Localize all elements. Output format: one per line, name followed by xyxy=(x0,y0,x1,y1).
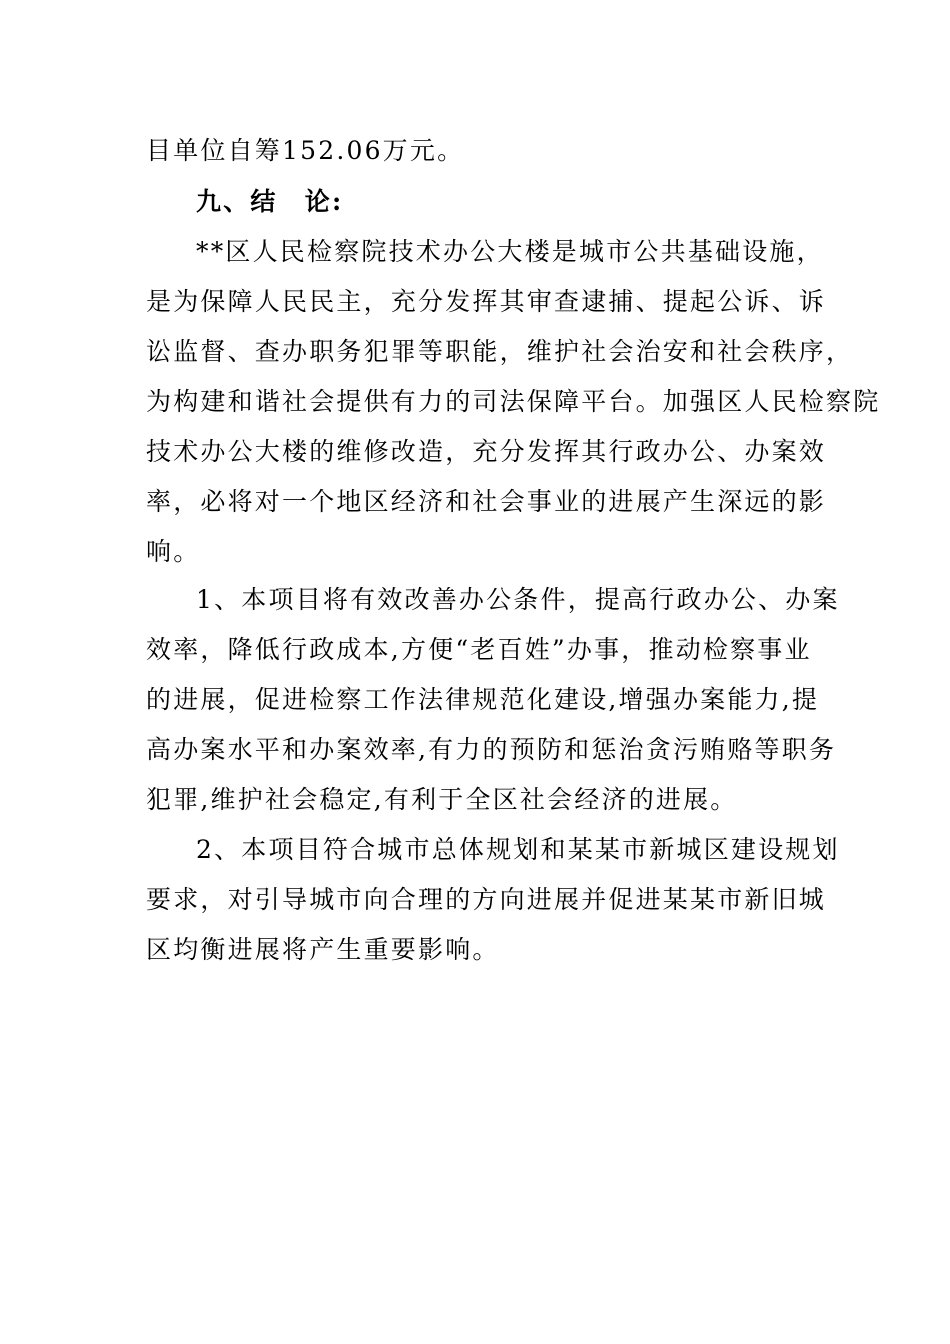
paragraph-line: 区均衡进展将产生重要影响。 xyxy=(146,935,500,964)
paragraph-line: 技术办公大楼的维修改造，充分发挥其行政办公、办案效 xyxy=(146,437,827,466)
carryover-line: 目单位自筹152.06万元。 xyxy=(146,136,465,165)
paragraph-line: **区人民检察院技术办公大楼是城市公共基础设施， xyxy=(196,237,824,266)
paragraph-line: 的进展，促进检察工作法律规范化建设,增强办案能力,提 xyxy=(146,685,820,714)
paragraph-line: 要求，对引导城市向合理的方向进展并促进某某市新旧城 xyxy=(146,885,827,914)
paragraph-line: 是为保障人民民主，充分发挥其审查逮捕、提起公诉、诉 xyxy=(146,287,827,316)
paragraph-line: 讼监督、查办职务犯罪等职能，维护社会治安和社会秩序， xyxy=(146,337,854,366)
paragraph-line: 率，必将对一个地区经济和社会事业的进展产生深远的影 xyxy=(146,487,827,516)
paragraph-line: 犯罪,维护社会稳定,有利于全区社会经济的进展。 xyxy=(146,785,738,814)
paragraph-line: 为构建和谐社会提供有力的司法保障平台。加强区人民检察院 xyxy=(146,387,881,416)
paragraph-line: 2、本项目符合城市总体规划和某某市新城区建设规划 xyxy=(196,835,840,864)
paragraph-line: 响。 xyxy=(146,537,201,566)
paragraph-line: 高办案水平和办案效率,有力的预防和惩治贪污贿赂等职务 xyxy=(146,735,837,764)
section-heading: 九、结 论: xyxy=(196,187,344,216)
paragraph-line: 1、本项目将有效改善办公条件，提高行政办公、办案 xyxy=(196,585,840,614)
paragraph-line: 效率，降低行政成本,方便“老百姓”办事，推动检察事业 xyxy=(146,635,812,664)
